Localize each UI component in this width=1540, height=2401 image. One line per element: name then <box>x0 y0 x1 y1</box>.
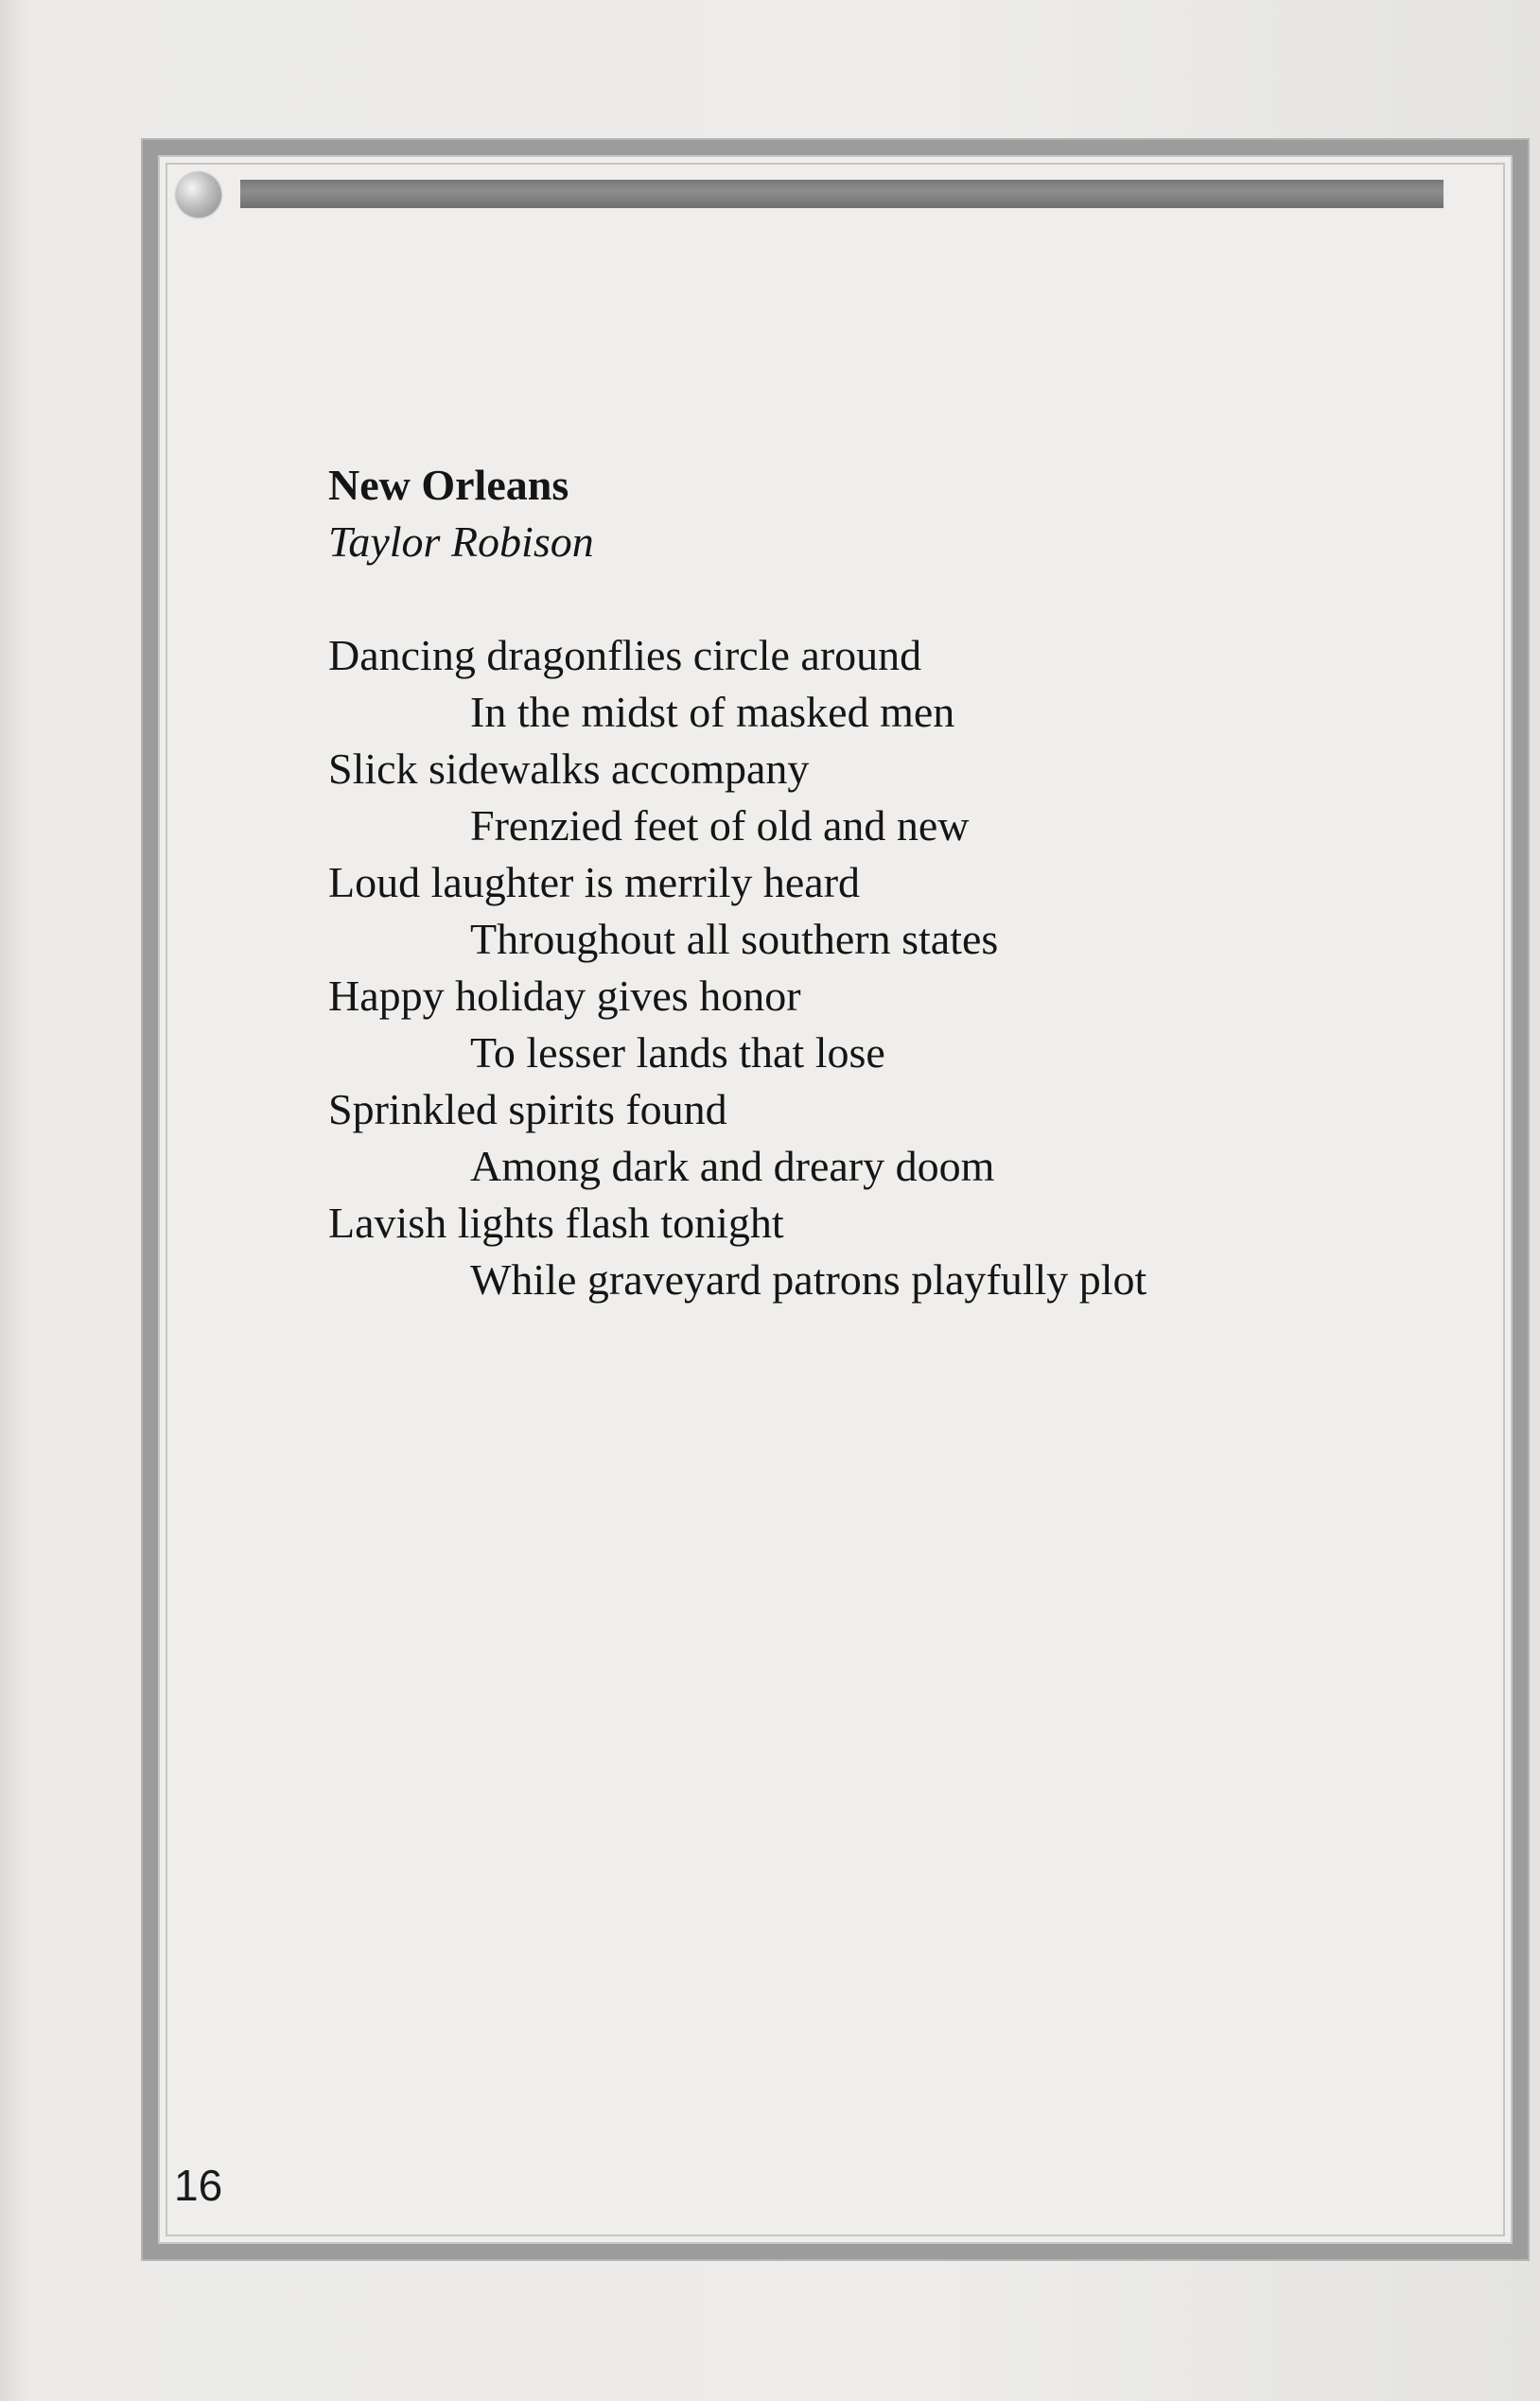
poem-line: Throughout all southern states <box>470 915 999 963</box>
poem-line: Frenzied feet of old and new <box>470 801 970 850</box>
header-ornament-bar <box>240 180 1444 208</box>
stanza-gap <box>328 570 1146 627</box>
poem-line: Happy holiday gives honor <box>328 972 801 1020</box>
poem-line: Slick sidewalks accompany <box>328 745 810 793</box>
poem-line: In the midst of masked men <box>470 688 955 736</box>
poem-line: Sprinkled spirits found <box>328 1085 727 1133</box>
poem-line: To lesser lands that lose <box>470 1028 885 1077</box>
poem-title: New Orleans <box>328 461 569 509</box>
poem-line: Dancing dragonflies circle around <box>328 631 922 679</box>
poem-line: Loud laughter is merrily heard <box>328 858 861 906</box>
page-number: 16 <box>174 2161 223 2210</box>
poem-author: Taylor Robison <box>328 517 594 566</box>
poem <box>328 457 1146 1308</box>
poem-line: While graveyard patrons playfully plot <box>470 1255 1147 1304</box>
poem-line: Among dark and dreary doom <box>470 1142 995 1190</box>
poem-line: Lavish lights flash tonight <box>328 1199 784 1247</box>
header-ornament-ball-icon <box>176 172 221 218</box>
